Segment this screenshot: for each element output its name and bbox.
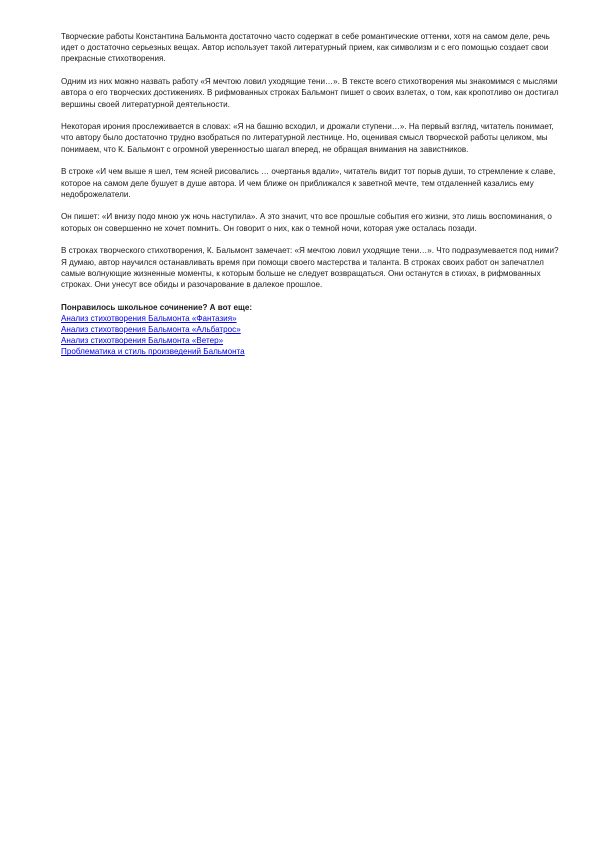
paragraph-3: Некоторая ирония прослеживается в словах: «Я на башню всходил, и дрожали ступени…». На первый взгляд, читатель понимает, что автору было достаточно трудно взобраться по литературной лестнице. Но, оценивая смысл творческой работы целиком, мы понимаем, что К. Бальмонт с огромной уверенностью шагал вперед, не обращая внимания на завистников. xyxy=(61,122,554,154)
document-page xyxy=(61,31,561,358)
paragraph-1: Творческие работы Константина Бальмонта достаточно часто содержат в себе романтические оттенки, хотя на самом деле, речь идет о достаточно серьезных вещах. Автор использует такой литературный прием, как символизм и с его помощью создает свои прекрасные стихотворения. xyxy=(61,32,550,64)
list-item xyxy=(61,313,561,324)
link-problems-style[interactable]: Проблематика и стиль произведений Бальмонта xyxy=(61,347,245,357)
link-albatross-analysis[interactable]: Анализ стихотворения Бальмонта «Альбатрос» xyxy=(61,325,241,335)
paragraph-5: Он пишет: «И внизу подо мною уж ночь наступила». А это значит, что все прошлые события его жизни, это лишь воспоминания, о которых он совершенно не хочет помнить. Он говорит о них, как о темной ночи, которая уже осталась позади. xyxy=(61,212,552,233)
related-links-list xyxy=(61,313,561,358)
paragraph-6: В строках творческого стихотворения, К. Бальмонт замечает: «Я мечтою ловил уходящие тени…». Что подразумевается под ними? Я думаю, автор научился останавливать время при помощи своего мастерства и таланта. В строках своих работ он запечатлел самые волнующие жизненные моменты, к которым больше не следует возвращаться. Они останутся в стихах, в рифмованных строках. Они унесут все обиды и разочарование в далекое прошлое. xyxy=(61,246,559,289)
link-fantasy-analysis[interactable]: Анализ стихотворения Бальмонта «Фантазия» xyxy=(61,313,237,323)
list-item xyxy=(61,324,561,335)
paragraph-2: Одним из них можно назвать работу «Я мечтою ловил уходящие тени…». В тексте всего стихотворения мы знакомимся с мыслями автора о его творческих достижениях. В рифмованных строках Бальмонт пишет о своих взлетах, о том, как кропотливо он достигал вершины своей литературной деятельности. xyxy=(61,77,559,109)
list-item xyxy=(61,335,561,346)
paragraph-4: В строке «И чем выше я шел, тем ясней рисовались … очертанья вдали», читатель видит тот порыв души, то стремление к славе, которое на самом деле бушует в душе автора. И чем ближе он приближался к заветной мечте, тем отдаленней казались ему недоброжелатели. xyxy=(61,167,556,199)
link-wind-analysis[interactable]: Анализ стихотворения Бальмонта «Ветер» xyxy=(61,336,224,346)
list-item xyxy=(61,346,561,357)
more-essays-heading: Понравилось школьное сочинение? А вот еще: xyxy=(61,302,253,312)
